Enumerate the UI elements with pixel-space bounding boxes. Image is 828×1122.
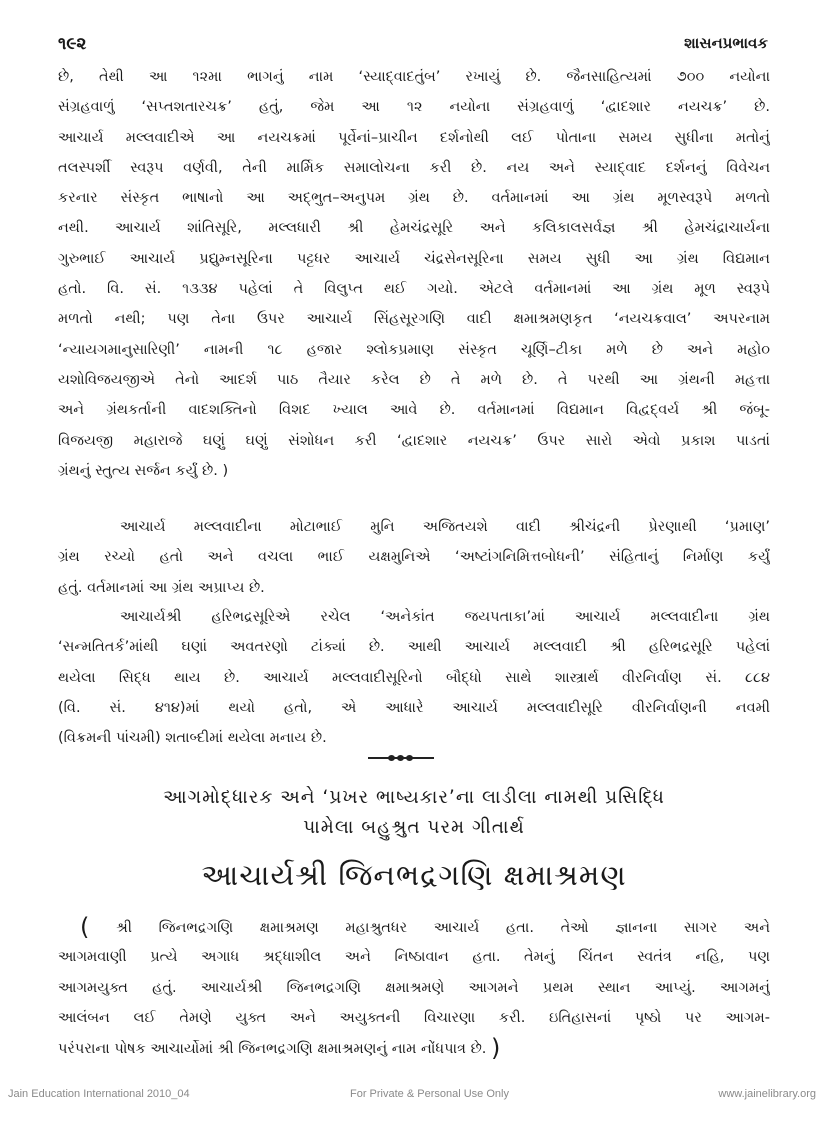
text-line: આલંબન લઈ તેમણે યુક્ત અને અયુક્તની વિચારણા કરી. ઇતિહાસનાં પૃષ્ઠો પર આગમ- xyxy=(58,1009,770,1026)
section-title: આચાર્યશ્રી જિનભદ્રગણિ ક્ષમાશ્રમણ xyxy=(201,858,627,892)
text-line: ગ્રંથનું સ્તુત્ય સર્જન કર્યું છે. ) xyxy=(58,462,229,479)
running-title: શાસનપ્રભાવક xyxy=(684,34,768,52)
text-line: સંગ્રહવાળું ‘સપ્તશતારચક્ર’ હતું, જેમ આ ૧૨ નયોના સંગ્રહવાળું ‘દ્વાદશાર નયચક્ર’ છે. xyxy=(58,99,770,116)
text-line: યશોવિજયજીએ તેનો આદર્શ પાઠ તૈયાર કરેલ છે તે મળે છે. તે પરથી આ ગ્રંથની મહત્તા xyxy=(58,371,770,388)
text-line: હતું. વર્તમાનમાં આ ગ્રંથ અપ્રાપ્ય છે. xyxy=(58,579,265,596)
text-line: આચાર્ય મલ્લવાદીએ આ નયચક્રમાં પૂર્વેનાં–પ્રાચીન દર્શનોથી લઈ પોતાના સમય સુધીના મતોનું xyxy=(58,129,770,146)
intro-line-text: શ્રી જિનભદ્રગણિ ક્ષમાશ્રમણ મહાશ્રુતધર આચાર્ય હતા. તેઓ જ્ઞાનના સાગર અને xyxy=(116,920,770,936)
section-subheading: પામેલા બહુશ્રુત પરમ ગીતાર્થ xyxy=(303,817,525,838)
text-line xyxy=(58,912,770,942)
text-line: તલસ્પર્શી સ્વરૂપ વર્ણવી, તેની માર્મિક સમાલોચના કરી છે. નય અને સ્યાદ્‌વાદ દર્શનનું વિવેચન xyxy=(58,159,770,176)
text-line: હતો. વિ. સં. ૧૩૩૪ પહેલાં તે વિલુપ્ત થઈ ગયો. એટલે વર્તમાનમાં આ ગ્રંથ મૂળ સ્વરૂપે xyxy=(58,281,770,298)
open-paren: ( xyxy=(80,913,90,941)
text-line: કરનાર સંસ્કૃત ભાષાનો આ અદ્‌ભુત–અનુપમ ગ્રંથ છે. વર્તમાનમાં આ ગ્રંથ મૂળસ્વરૂપે મળતો xyxy=(58,190,770,207)
text-line: આગમયુક્ત હતું. આચાર્યશ્રી જિનભદ્રગણિ ક્ષમાશ્રમણે આગમને પ્રથમ સ્થાન આપ્યું. આગમનું xyxy=(58,979,770,996)
text-line xyxy=(58,1033,770,1063)
divider-dot xyxy=(406,755,413,761)
paragraph-intro-jinabhadra xyxy=(58,912,770,1063)
text-line: વિજયજી મહારાજે ઘણું ઘણું સંશોધન કરી ‘દ્વાદશાર નયચક્ર’ ઉપર સારો એવો પ્રકાશ પાડતાં xyxy=(58,432,770,449)
section-subheading: આગમોદ્ધારક અને ‘પ્રખર ભાષ્યકાર’ના લાડીલા નામથી પ્રસિદ્ધિ xyxy=(163,787,665,808)
paragraph-nayachakra xyxy=(58,62,770,486)
close-paren: ) xyxy=(491,1034,501,1063)
text-line: થયેલા સિદ્ધ થાય છે. આચાર્ય મલ્લવાદીસૂરિનો બૌદ્ધો સાથે શાસ્ત્રાર્થ વીરનિર્વાણ સં. ૮૮૪ xyxy=(58,669,770,686)
text-line: ગ્રંથ રચ્યો હતો અને વચલા ભાઈ યક્ષમુનિએ ‘અષ્ટાંગનિમિત્તબોધની’ સંહિતાનું નિર્માણ કર્યું xyxy=(58,549,770,566)
paragraph-haribhadra xyxy=(58,602,770,753)
section-divider-ornament xyxy=(368,755,434,761)
text-line: ‘ન્યાયગમાનુસારિણી’ નામની ૧૮ હજાર શ્લોકપ્રમાણ સંસ્કૃત ચૂર્ણિ–ટીકા મળે છે અને મહો૦ xyxy=(58,341,770,358)
text-line: (વિક્રમની પાંચમી) શતાબ્દીમાં થયેલા મનાય છે. xyxy=(58,730,327,747)
divider-dot xyxy=(397,755,404,761)
footer-publisher: Jain Education International 2010_04 xyxy=(8,1088,190,1100)
text-line: છે, તેથી આ ૧૨મા ભાગનું નામ ‘સ્યાદ્‌વાદતુંબ’ રખાયું છે. જૈનસાહિત્યમાં ૭૦૦ નયોના xyxy=(58,69,770,85)
text-line: મળતો નથી; પણ તેના ઉપર આચાર્ય સિંહસૂરગણિ વાદી ક્ષમાશ્રમણકૃત ‘નયચક્રવાલ’ અપરનામ xyxy=(58,311,770,328)
footer-usage-note: For Private & Personal Use Only xyxy=(350,1088,509,1100)
text-line: આચાર્યશ્રી હરિભદ્રસૂરિએ રચેલ ‘અનેકાંત જયપતાકા’માં આચાર્ય મલ્લવાદીના ગ્રંથ xyxy=(120,609,770,625)
text-line: આગમવાણી પ્રત્યે અગાધ શ્રદ્ધાશીલ અને નિષ્ઠાવાન હતા. તેમનું ચિંતન સ્વતંત્ર નહિ, પણ xyxy=(58,949,770,966)
text-line: અને ગ્રંથકર્તાની વાદશક્તિનો વિશદ ખ્યાલ આવે છે. વર્તમાનમાં વિદ્યમાન વિદ્વદ્‌વર્ય શ્રી જંબૂ- xyxy=(58,402,770,419)
intro-line-text: પરંપરાના પોષક આચાર્યોમાં શ્રી જિનભદ્રગણિ ક્ષમાશ્રમણનું નામ નોંધપાત્ર છે. xyxy=(58,1041,487,1058)
divider-dot xyxy=(388,755,395,761)
footer-website-link[interactable]: www.jainelibrary.org xyxy=(718,1088,816,1100)
text-line: ‘સન્મતિતર્ક’માંથી ઘણાં અવતરણો ટાંક્યાં છે. આથી આચાર્ય મલ્લવાદી શ્રી હરિભદ્રસૂરિ પહેલાં xyxy=(58,639,770,656)
page-number: ૧૯૨ xyxy=(58,34,87,54)
text-line: નથી. આચાર્ય શાંતિસૂરિ, મલ્લધારી શ્રી હેમચંદ્રસૂરિ અને કલિકાલસર્વજ્ઞ શ્રી હેમચંદ્રાચાર્યના xyxy=(58,220,770,237)
text-line: (વિ. સં. ૪૧૪)માં થયો હતો, એ આધારે આચાર્ય મલ્લવાદીસૂરિ વીરનિર્વાણની નવમી xyxy=(58,699,770,716)
text-line: આચાર્ય મલ્લવાદીના મોટાભાઈ મુનિ અજિતયશે વાદી શ્રીચંદ્રની પ્રેરણાથી ‘પ્રમાણ’ xyxy=(120,519,770,535)
text-line: ગુરુભાઈ આચાર્ય પ્રદ્યુમ્નસૂરિના પટ્ટધર આચાર્ય ચંદ્રસેનસૂરિના સમય સુધી આ ગ્રંથ વિદ્યમાન xyxy=(58,250,770,267)
paragraph-ajitayasha xyxy=(58,512,770,603)
